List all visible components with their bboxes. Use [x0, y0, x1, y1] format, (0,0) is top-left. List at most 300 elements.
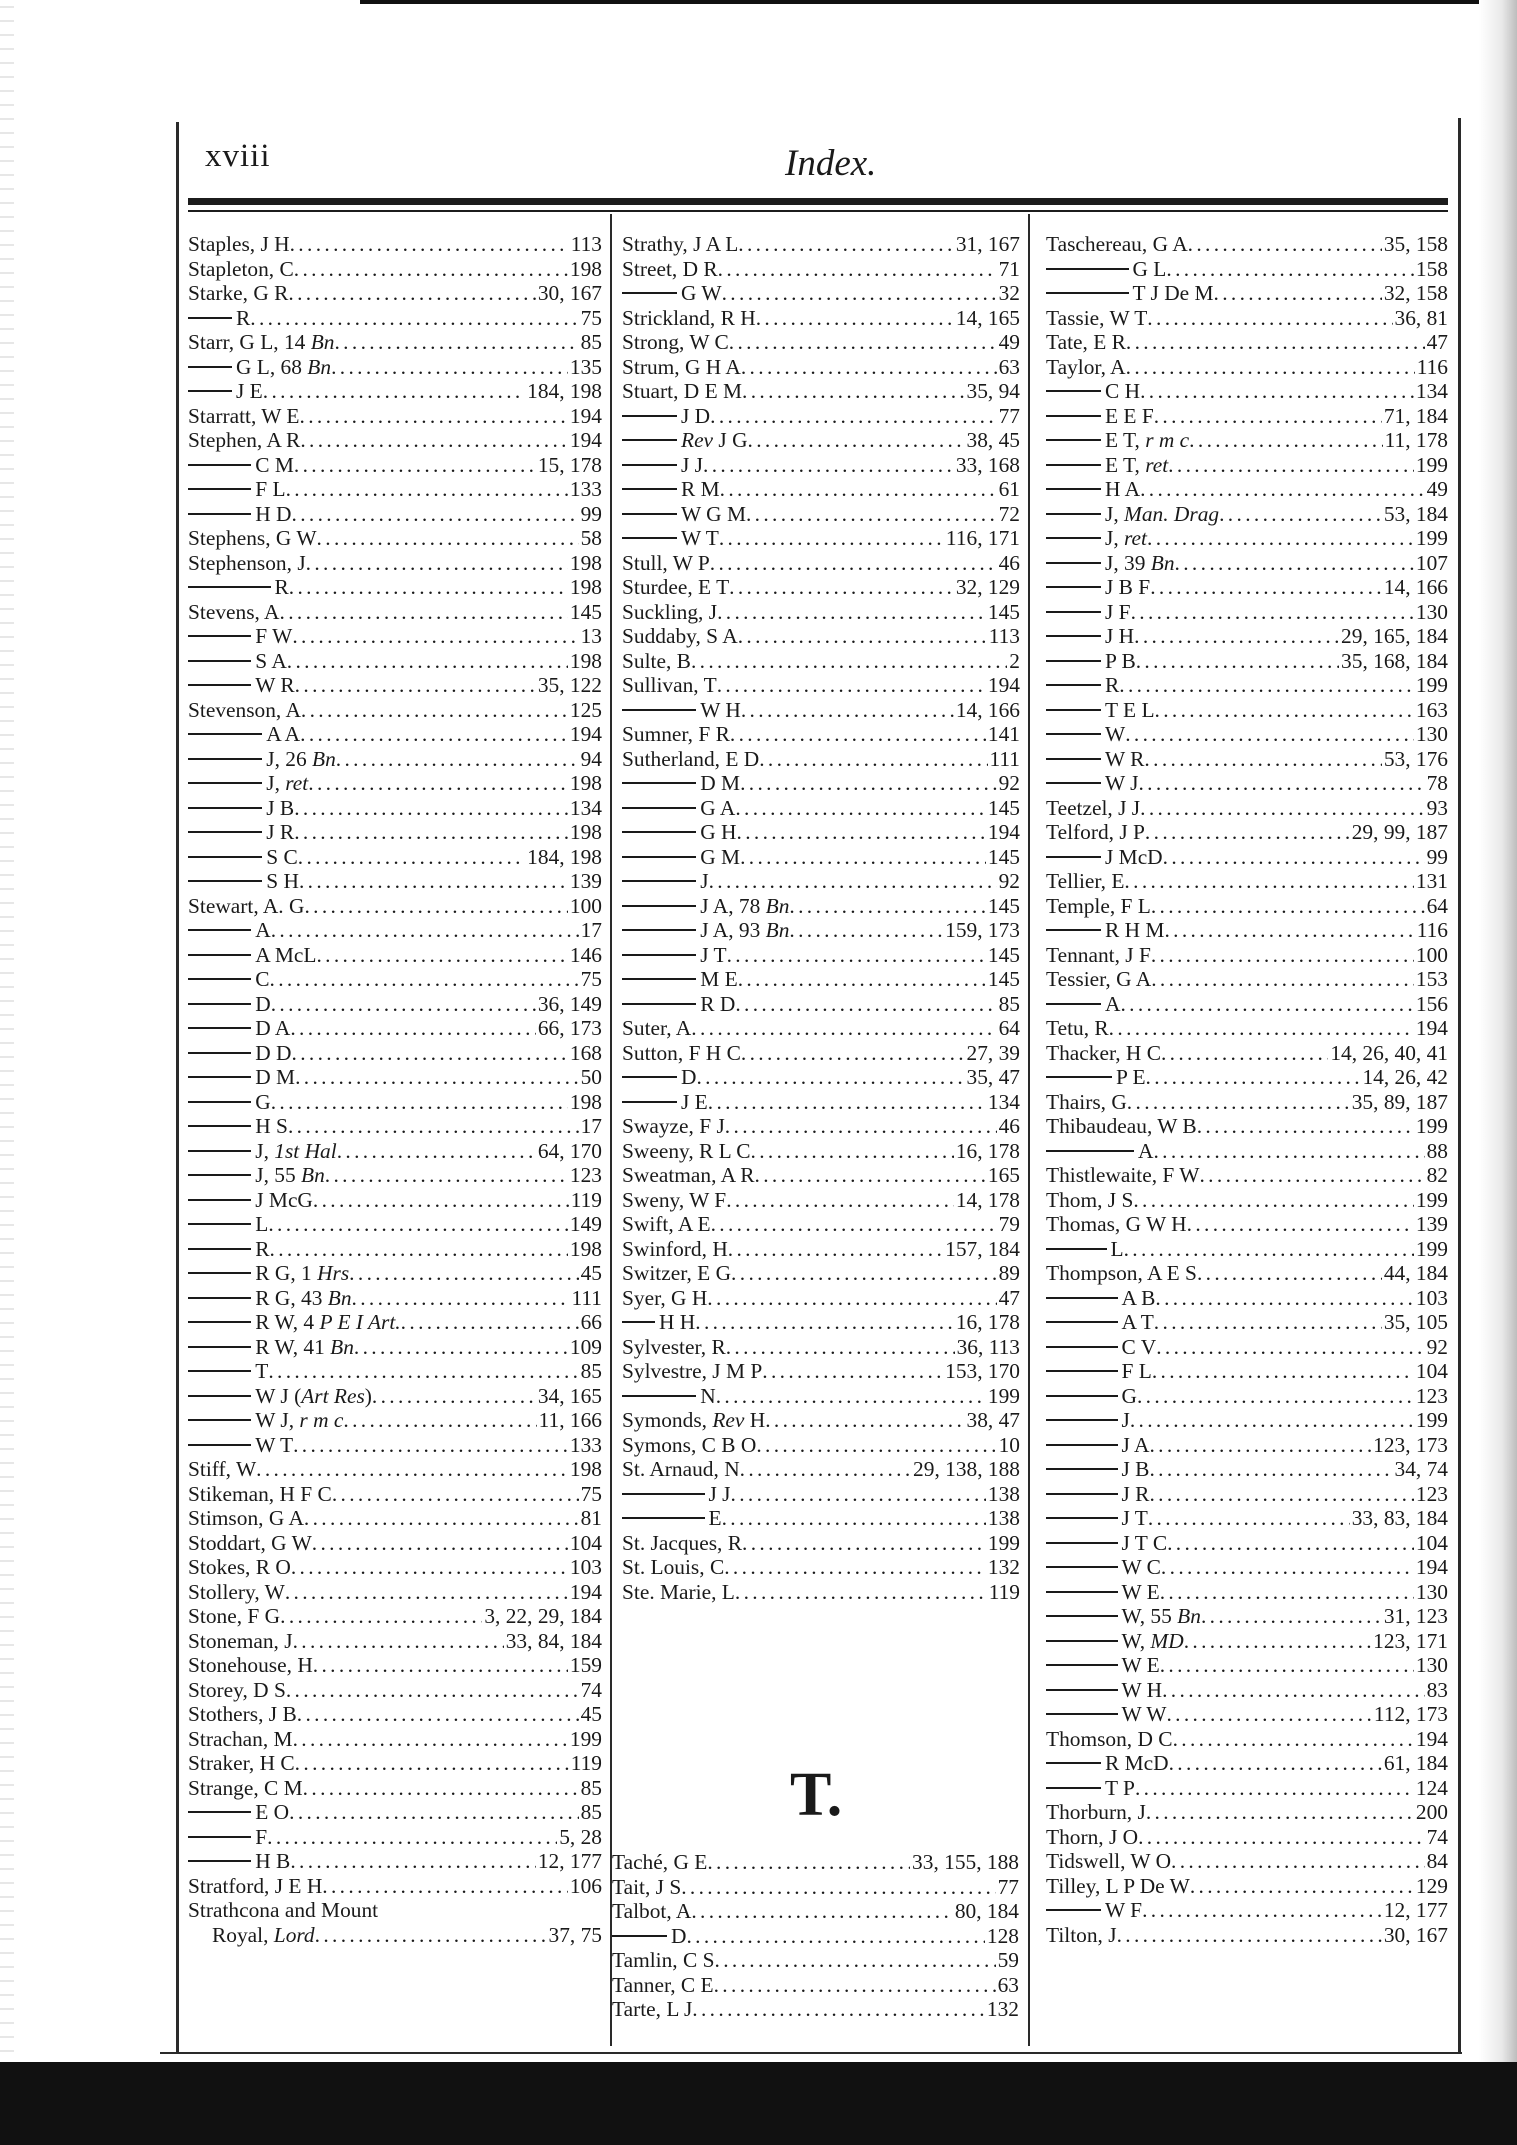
leader-dots	[762, 1359, 943, 1384]
index-entry	[1046, 771, 1448, 796]
entry-name: R D	[700, 991, 736, 1016]
index-entry	[188, 575, 602, 600]
entry-name: J J	[681, 452, 703, 477]
entry-name: T J De M	[1132, 281, 1214, 305]
index-entry	[622, 673, 1020, 698]
leader-dots	[1184, 1629, 1371, 1654]
entry-name: Staples, J H	[188, 232, 290, 256]
index-entry	[622, 1555, 1020, 1580]
entry-name: Stull, W P	[622, 550, 710, 575]
entry-page-numbers: 131	[1415, 869, 1448, 893]
ditto-dash	[1046, 1615, 1118, 1617]
leader-dots	[1149, 1433, 1371, 1458]
entry-page-numbers: 159, 173	[945, 918, 1020, 942]
entry-page-numbers: 157, 184	[945, 1236, 1020, 1261]
entry-page-numbers: 61, 184	[1383, 1751, 1448, 1775]
entry-name: Street, D R	[622, 256, 718, 281]
entry-page-numbers: 130	[1415, 1653, 1448, 1677]
index-entry	[622, 918, 1020, 943]
entry-page-numbers: 199	[569, 1726, 602, 1751]
entry-page-numbers: 33, 84, 184	[505, 1628, 602, 1653]
ditto-dash	[1046, 586, 1101, 588]
leader-dots	[313, 1188, 569, 1213]
leader-dots	[1167, 1531, 1414, 1556]
index-entry	[188, 796, 602, 821]
entry-page-numbers: 194	[569, 403, 602, 428]
ditto-dash	[188, 684, 251, 686]
index-entry	[188, 600, 602, 625]
entry-page-numbers: 77	[998, 403, 1020, 428]
index-entry	[188, 1482, 602, 1507]
entry-name: Sutherland, E D	[622, 746, 760, 771]
ditto-dash	[622, 1101, 677, 1103]
leader-dots	[735, 992, 996, 1017]
index-entry	[622, 1384, 1020, 1409]
leader-dots	[1156, 1335, 1424, 1360]
entry-name: T P	[1105, 1775, 1135, 1800]
leader-dots	[738, 967, 986, 992]
ditto-dash	[188, 1199, 251, 1201]
index-entry	[188, 1384, 602, 1409]
entry-name: G M	[700, 844, 741, 869]
entry-page-numbers: 85	[580, 1775, 602, 1800]
header-rule-thick	[188, 198, 1448, 205]
index-entry	[188, 1653, 602, 1678]
entry-page-numbers: 145	[987, 844, 1020, 869]
ditto-dash	[188, 1125, 251, 1127]
leader-dots	[295, 1751, 569, 1776]
entry-page-numbers: 36, 113	[956, 1334, 1020, 1359]
index-entry	[188, 1555, 602, 1580]
entry-page-numbers: 3, 22, 29, 184	[484, 1604, 602, 1628]
leader-dots	[1214, 281, 1382, 306]
ditto-dash	[1046, 1370, 1118, 1372]
entry-name: D M	[255, 1065, 296, 1089]
ditto-dash	[188, 586, 271, 588]
index-entry	[622, 1114, 1020, 1139]
top-scan-border	[360, 0, 1517, 4]
index-entry	[188, 1580, 602, 1605]
leader-dots	[1137, 1384, 1414, 1409]
entry-name: Tamlin, C S	[612, 1948, 715, 1972]
ditto-dash	[622, 807, 696, 809]
leader-dots	[716, 1384, 986, 1409]
ditto-dash	[1046, 1297, 1118, 1299]
entry-page-numbers: 145	[987, 942, 1020, 967]
entry-name: Sturdee, E T	[622, 575, 730, 599]
entry-page-numbers: 194	[569, 428, 602, 452]
entry-name: W R	[1105, 746, 1145, 771]
ditto-dash	[188, 807, 262, 809]
entry-page-numbers: 37, 75	[548, 1922, 602, 1947]
entry-page-numbers: 104	[1415, 1530, 1448, 1555]
entry-page-numbers: 100	[1415, 942, 1448, 967]
leader-dots	[268, 1359, 578, 1384]
index-entry	[1046, 1261, 1448, 1286]
leader-dots	[1155, 698, 1414, 723]
entry-name: R	[274, 575, 289, 599]
leader-dots	[256, 1457, 568, 1482]
leader-dots	[1134, 624, 1339, 649]
entry-name: T E L	[1105, 697, 1155, 722]
entry-page-numbers: 46	[998, 550, 1020, 575]
entry-page-numbers: 35, 47	[966, 1065, 1020, 1089]
entry-page-numbers: 79	[998, 1212, 1020, 1236]
index-entry	[188, 1923, 602, 1948]
running-head-title: Index.	[785, 143, 877, 184]
entry-page-numbers: 93	[1426, 795, 1448, 820]
index-entry	[188, 1065, 602, 1090]
entry-page-numbers: 125	[569, 697, 602, 722]
index-entry	[622, 1310, 1020, 1335]
entry-page-numbers: 198	[569, 256, 602, 281]
entry-name: A	[1138, 1138, 1154, 1163]
leader-dots	[250, 306, 578, 331]
entry-name: H H	[659, 1310, 696, 1334]
ditto-dash	[188, 954, 251, 956]
entry-name: Stonehouse, H	[188, 1653, 313, 1677]
entry-name: Thibaudeau, W B	[1046, 1114, 1197, 1138]
entry-name: J H	[1105, 624, 1135, 648]
index-entry	[1046, 551, 1448, 576]
entry-name: F L	[255, 477, 286, 501]
entry-page-numbers: 85	[580, 1359, 602, 1383]
entry-name: G	[1121, 1383, 1137, 1408]
index-entry	[1046, 722, 1448, 747]
entry-page-numbers: 106	[569, 1873, 602, 1898]
leader-dots	[691, 649, 1007, 674]
ditto-dash	[622, 831, 696, 833]
ditto-dash	[1046, 1076, 1112, 1078]
ditto-dash	[188, 1860, 251, 1862]
entry-page-numbers: 64, 170	[537, 1138, 602, 1163]
index-entry	[622, 894, 1020, 919]
index-entry	[622, 967, 1020, 992]
index-entry	[188, 1751, 602, 1776]
entry-name: Strong, W C	[622, 330, 729, 354]
entry-page-numbers: 82	[1426, 1163, 1448, 1187]
entry-page-numbers: 44, 184	[1383, 1261, 1448, 1285]
entry-name: A	[1105, 991, 1121, 1016]
ditto-dash	[188, 1101, 251, 1103]
index-entry	[1046, 428, 1448, 453]
entry-page-numbers: 15, 178	[537, 452, 602, 477]
index-entry	[622, 845, 1020, 870]
entry-name: Stimson, G A	[188, 1506, 304, 1530]
ditto-dash	[1046, 1517, 1118, 1519]
entry-name: J T C	[1121, 1530, 1168, 1555]
entry-page-numbers: 194	[987, 820, 1020, 844]
entry-page-numbers: 113	[570, 232, 602, 256]
index-entry	[612, 1973, 1019, 1998]
index-entry	[1046, 257, 1448, 282]
index-entry	[1046, 330, 1448, 355]
index-entry	[622, 477, 1020, 502]
leader-dots	[1190, 1874, 1414, 1899]
ditto-dash	[1046, 1591, 1118, 1593]
entry-name: Thairs, G	[1046, 1089, 1127, 1114]
entry-page-numbers: 130	[1415, 599, 1448, 624]
ditto-dash	[188, 635, 251, 637]
leader-dots	[1168, 453, 1414, 478]
leader-dots	[692, 1997, 985, 2022]
ditto-dash	[1046, 292, 1129, 294]
ditto-dash	[622, 978, 696, 980]
entry-page-numbers: 103	[1415, 1285, 1448, 1310]
entry-name: J, ret	[1105, 526, 1147, 550]
entry-page-numbers: 35, 122	[537, 673, 602, 697]
ditto-dash	[1046, 1150, 1134, 1152]
ditto-dash	[1046, 1493, 1118, 1495]
entry-page-numbers: 153, 170	[945, 1359, 1020, 1383]
leader-dots	[742, 379, 964, 404]
index-entry	[622, 404, 1020, 429]
entry-page-numbers: 139	[569, 869, 602, 893]
leader-dots	[731, 1261, 997, 1286]
ditto-dash	[622, 439, 677, 441]
leader-dots	[1161, 1041, 1328, 1066]
ditto-dash	[1046, 929, 1101, 931]
leader-dots	[741, 355, 997, 380]
index-entry	[1046, 1776, 1448, 1801]
entry-name: J	[700, 869, 709, 893]
page-folio: xviii	[205, 138, 271, 174]
index-entry	[1046, 1702, 1448, 1727]
entry-page-numbers: 199	[1415, 1408, 1448, 1432]
entry-page-numbers: 35, 89, 187	[1351, 1089, 1448, 1114]
entry-name: Strathcona and Mount	[188, 1898, 379, 1922]
entry-name: F	[255, 1824, 268, 1849]
entry-page-numbers: 138	[987, 1481, 1020, 1506]
entry-page-numbers: 119	[988, 1579, 1020, 1604]
entry-name: W H	[700, 697, 741, 722]
entry-name: Taschereau, G A	[1046, 232, 1188, 256]
entry-page-numbers: 53, 176	[1383, 746, 1448, 771]
ditto-dash	[188, 782, 262, 784]
leader-dots	[288, 281, 535, 306]
entry-name: Tetu, R	[1046, 1016, 1109, 1040]
index-entry	[1046, 404, 1448, 429]
leader-dots	[1197, 1114, 1414, 1139]
leader-dots	[331, 355, 568, 380]
entry-page-numbers: 50	[580, 1065, 602, 1089]
entry-name: Thorn, J O	[1046, 1824, 1139, 1849]
index-entry	[1046, 1580, 1448, 1605]
entry-page-numbers: 141	[987, 722, 1020, 746]
entry-page-numbers: 199	[1415, 526, 1448, 550]
index-entry	[1046, 1237, 1448, 1262]
index-entry	[188, 624, 602, 649]
ditto-dash	[188, 1052, 251, 1054]
entry-page-numbers: 194	[1415, 1016, 1448, 1040]
entry-name: Sweny, W F	[622, 1187, 727, 1212]
index-entry	[622, 551, 1020, 576]
entry-page-numbers: 158	[1415, 256, 1448, 281]
entry-page-numbers: 111	[989, 746, 1020, 771]
leader-dots	[291, 1555, 568, 1580]
entry-name: N	[700, 1383, 716, 1408]
leader-dots	[789, 894, 986, 919]
index-entry	[188, 771, 602, 796]
leader-dots	[1149, 1457, 1392, 1482]
entry-page-numbers: 194	[569, 722, 602, 746]
ditto-dash	[1046, 733, 1101, 735]
leader-dots	[288, 1114, 579, 1139]
entry-page-numbers: 156	[1415, 991, 1448, 1016]
entry-name: L	[1110, 1236, 1124, 1261]
index-entry	[188, 1800, 602, 1825]
entry-page-numbers: 31, 167	[955, 232, 1020, 256]
entry-page-numbers: 198	[569, 1236, 602, 1261]
entry-name: E O	[255, 1800, 290, 1824]
entry-name: Tilley, L P De W	[1046, 1873, 1190, 1898]
index-entry	[1046, 1555, 1448, 1580]
leader-dots	[372, 1384, 536, 1409]
entry-page-numbers: 109	[569, 1334, 602, 1359]
ditto-dash	[1046, 1248, 1107, 1250]
leader-dots	[292, 624, 578, 649]
entry-page-numbers: 123	[569, 1163, 602, 1187]
index-entry	[622, 257, 1020, 282]
entry-page-numbers: 145	[987, 967, 1020, 991]
index-entry	[612, 1924, 1019, 1949]
index-entry	[188, 918, 602, 943]
leader-dots	[1140, 796, 1424, 821]
leader-dots	[738, 232, 954, 257]
entry-page-numbers: 83	[1426, 1677, 1448, 1702]
ditto-dash	[1046, 439, 1101, 441]
leader-dots	[686, 1924, 984, 1949]
index-entry	[1046, 1065, 1448, 1090]
entry-name: Tessier, G A	[1046, 967, 1152, 991]
entry-page-numbers: 35, 168, 184	[1341, 648, 1448, 673]
entry-name: G A	[700, 795, 736, 820]
entry-page-numbers: 45	[580, 1702, 602, 1726]
index-entry	[188, 1433, 602, 1458]
leader-dots	[1169, 1751, 1382, 1776]
entry-name: T	[255, 1359, 269, 1383]
index-entry	[1046, 1800, 1448, 1825]
ditto-dash	[1046, 1321, 1118, 1323]
index-entry	[1046, 1727, 1448, 1752]
entry-page-numbers: 34, 74	[1394, 1457, 1448, 1481]
entry-page-numbers: 66, 173	[537, 1016, 602, 1040]
leader-dots	[1152, 1359, 1414, 1384]
entry-page-numbers: 74	[1426, 1824, 1448, 1849]
entry-page-numbers: 14, 178	[955, 1187, 1020, 1212]
entry-name: J T	[1121, 1506, 1148, 1530]
entry-page-numbers: 112, 173	[1373, 1702, 1448, 1726]
entry-name: Tarte, L J	[612, 1997, 693, 2021]
leader-dots	[719, 526, 944, 551]
leader-dots	[308, 771, 568, 796]
entry-name: Sutton, F H C	[622, 1040, 741, 1065]
entry-name: St. Jacques, R	[622, 1530, 743, 1555]
entry-page-numbers: 85	[580, 1800, 602, 1824]
index-entry	[1046, 869, 1448, 894]
entry-page-numbers: 77	[997, 1874, 1019, 1899]
entry-page-numbers: 116, 171	[945, 526, 1020, 550]
entry-name: H B	[255, 1849, 291, 1873]
leader-dots	[724, 1555, 986, 1580]
entry-page-numbers: 47	[1426, 330, 1448, 354]
leader-dots	[1163, 845, 1425, 870]
index-entry	[622, 771, 1020, 796]
leader-dots	[332, 1482, 579, 1507]
ditto-dash	[188, 488, 251, 490]
leader-dots	[1188, 232, 1382, 257]
entry-page-numbers: 12, 177	[1383, 1898, 1448, 1922]
entry-name: Stothers, J B	[188, 1702, 297, 1726]
ditto-dash	[622, 856, 696, 858]
index-entry	[188, 428, 602, 453]
ditto-dash	[622, 1003, 696, 1005]
column-divider-1	[610, 214, 612, 2046]
index-entry	[622, 379, 1020, 404]
entry-name: Thistlewaite, F W	[1046, 1163, 1200, 1187]
leader-dots	[1197, 1261, 1382, 1286]
index-entry	[188, 1678, 602, 1703]
leader-dots	[1187, 1212, 1414, 1237]
entry-page-numbers: 5, 28	[559, 1824, 602, 1849]
index-entry	[622, 428, 1020, 453]
leader-dots	[1135, 1776, 1414, 1801]
ditto-dash	[622, 292, 677, 294]
leader-dots	[1144, 747, 1381, 772]
entry-page-numbers: 17	[580, 918, 602, 942]
ditto-dash	[622, 880, 696, 882]
index-entry	[1046, 1482, 1448, 1507]
leader-dots	[1142, 1898, 1382, 1923]
ditto-dash	[612, 1935, 667, 1937]
entry-name: J D	[681, 403, 711, 428]
leader-dots	[1146, 1065, 1361, 1090]
index-entry	[188, 1727, 602, 1752]
entry-name: Swayze, F J	[622, 1114, 725, 1138]
index-entry	[1046, 747, 1448, 772]
entry-name: J A, 78 Bn	[700, 893, 790, 918]
ditto-dash	[188, 978, 251, 980]
header-rule-thin	[188, 210, 1448, 212]
entry-page-numbers: 99	[1426, 844, 1448, 869]
entry-page-numbers: 2	[1009, 648, 1020, 673]
entry-name: Tanner, C E	[612, 1972, 714, 1997]
entry-page-numbers: 29, 138, 188	[913, 1457, 1020, 1481]
index-entry	[1046, 1506, 1448, 1531]
ditto-dash	[1046, 268, 1129, 270]
entry-name: Sullivan, T	[622, 673, 717, 697]
ditto-dash	[1046, 464, 1101, 466]
entry-page-numbers: 17	[580, 1114, 602, 1138]
ditto-dash	[188, 1836, 251, 1838]
ditto-dash	[1046, 635, 1101, 637]
index-entry	[622, 502, 1020, 527]
entry-name: Swift, A E	[622, 1212, 711, 1236]
index-entry	[188, 379, 602, 404]
entry-name: Telford, J P	[1046, 820, 1145, 844]
index-entry	[622, 1580, 1020, 1605]
entry-name: W T	[681, 526, 719, 550]
entry-name: D A	[255, 1016, 291, 1040]
leader-dots	[290, 232, 569, 257]
entry-page-numbers: 198	[569, 550, 602, 575]
leader-dots	[722, 1506, 986, 1531]
leader-dots	[343, 1408, 536, 1433]
index-entry	[188, 1090, 602, 1115]
leader-dots	[336, 747, 579, 772]
entry-page-numbers: 13	[580, 624, 602, 648]
index-entry	[188, 845, 602, 870]
